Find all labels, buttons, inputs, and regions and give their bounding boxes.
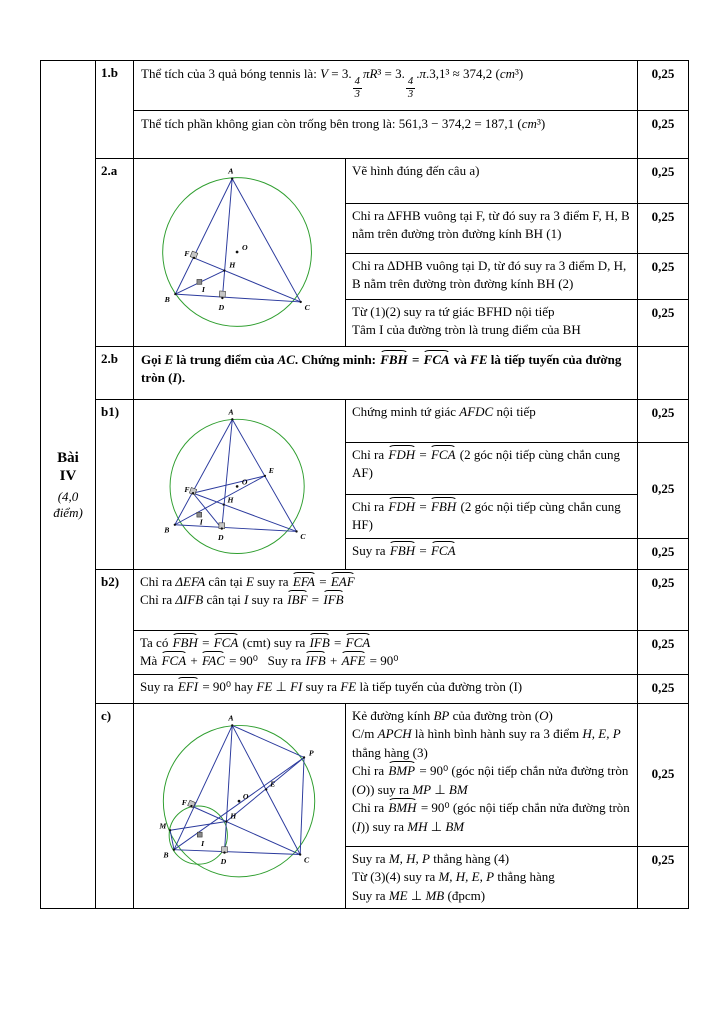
point-labels <box>158 714 313 867</box>
answer-line: Từ (1)(2) suy ra tứ giác BFHD nội tiếp <box>352 304 555 319</box>
item-label-b1: b1) <box>96 400 134 570</box>
exercise-cell <box>41 61 96 909</box>
points-cell <box>638 674 689 703</box>
point-label-D: D <box>220 857 226 867</box>
answer-line: Suy ra M, H, P thẳng hàng (4) <box>352 850 510 866</box>
answer-text-cell <box>346 443 638 495</box>
answer-text-cell <box>134 674 638 703</box>
geometry-figure-c <box>136 707 344 905</box>
geometry-figure-2a <box>136 161 344 345</box>
points-cell <box>638 347 689 400</box>
statement-cell <box>134 347 638 400</box>
score-value: 0,25 <box>651 543 675 559</box>
answer-line: Tâm I của đường tròn là trung điểm của BH <box>352 322 581 338</box>
point-label-C: C <box>304 302 310 312</box>
point-label-C: C <box>299 532 305 542</box>
score-value: 0,25 <box>651 116 675 131</box>
answer-line: Chỉ ra ∆DHB vuông tại D, từ đó suy ra 3 điểm D, H, B nằm trên đường tròn đường kính BH (2) <box>352 258 627 292</box>
points-cell <box>638 254 689 300</box>
points-cell <box>638 300 689 347</box>
points-cell <box>638 443 689 539</box>
score-value: 0,25 <box>651 305 675 320</box>
answer-line: Ta có FBH = FCA (cmt) suy ra IFB = FCA <box>140 634 371 650</box>
answer-text-cell <box>134 111 638 159</box>
answer-line: Suy ra ME ⊥ MB (đpcm) <box>352 887 486 903</box>
answer-line: Chỉ ra BMP = 90⁰ (góc nội tiếp chắn nửa đường tròn (O)) suy ra MP ⊥ BM <box>352 763 629 797</box>
exercise-number: IV <box>59 468 77 485</box>
answer-line: Thể tích phần không gian còn trống bên trong là: 561,3 − 374,2 = 187,1 (cm³) <box>141 116 546 131</box>
point-label-A: A <box>227 166 233 176</box>
geometry-figure-b1 <box>138 404 342 565</box>
point-label-E: E <box>269 779 275 789</box>
figure-2a-cell <box>134 159 346 347</box>
point-labels <box>163 407 306 542</box>
answer-key-table <box>40 60 689 909</box>
point-label-A: A <box>227 713 234 723</box>
figure-b1-cell <box>134 400 346 570</box>
score-value: 0,25 <box>651 405 675 420</box>
point-label-H: H <box>228 260 235 270</box>
answer-line: C/m APCH là hình bình hành suy ra 3 điểm H, E, P thẳng hàng (3) <box>352 726 621 760</box>
point-label-F: F <box>183 485 190 495</box>
answer-line: Suy ra EFI = 90⁰ hay FE ⊥ FI suy ra FE là tiếp tuyến của đường tròn (I) <box>140 678 523 694</box>
statement-text: Gọi E là trung điểm của AC. Chứng minh: FBH = FCA và FE là tiếp tuyến của đường tròn (I). <box>141 352 622 386</box>
points-cell <box>638 538 689 569</box>
score-value: 0,25 <box>651 66 675 81</box>
score-value: 0,25 <box>651 679 675 695</box>
item-label-1b: 1.b <box>96 61 134 159</box>
answer-line: Chỉ ra ΔEFA cân tại E suy ra EFA = EAF <box>140 573 355 589</box>
answer-line: Chỉ ra ∆FHB vuông tại F, từ đó suy ra 3 điểm F, H, B nằm trên đường tròn đường kính BH (1) <box>352 208 630 242</box>
answer-text-cell <box>346 300 638 347</box>
right-angle-marks <box>189 487 224 528</box>
answer-line: Chứng minh tứ giác AFDC nội tiếp <box>352 404 536 419</box>
answer-line: Mà FCA + FAC = 90⁰ Suy ra IFB + AFE = 90⁰ <box>140 653 399 669</box>
answer-line: Chỉ ra FDH = FBH (2 góc nội tiếp cùng chắn cung HF) <box>352 499 621 533</box>
answer-text-cell <box>346 538 638 569</box>
point-label-O: O <box>242 792 249 802</box>
points-cell <box>638 846 689 908</box>
point-label-C: C <box>303 855 309 865</box>
exercise-title <box>43 449 93 487</box>
point-label-M: M <box>158 821 166 831</box>
figure-c-cell <box>134 703 346 908</box>
item-label-b2: b2) <box>96 569 134 703</box>
answer-line: Suy ra FBH = FCA <box>352 542 456 558</box>
point-label-F: F <box>183 248 189 258</box>
point-label-A: A <box>228 407 234 417</box>
score-value: 0,25 <box>651 259 675 274</box>
midpoint-I-mark <box>196 279 201 284</box>
points-cell <box>638 111 689 159</box>
midpoint-I-mark <box>196 512 201 517</box>
points-cell <box>638 204 689 254</box>
construction-lines <box>175 178 300 301</box>
score-value: 0,25 <box>651 635 675 651</box>
point-label-B: B <box>162 850 168 860</box>
points-cell <box>638 630 689 674</box>
answer-text-cell <box>134 61 638 111</box>
right-angle-marks <box>190 251 225 297</box>
answer-text-cell <box>346 703 638 846</box>
point-label-H: H <box>229 811 236 821</box>
points-cell <box>638 569 689 630</box>
point-label-I: I <box>200 838 204 848</box>
construction-lines <box>170 725 304 854</box>
exercise-points-note: (4,0 điểm) <box>53 489 83 520</box>
answer-text-cell <box>346 254 638 300</box>
score-value: 0,25 <box>651 209 675 224</box>
answer-text-cell <box>134 630 638 674</box>
answer-text-cell <box>346 204 638 254</box>
points-cell <box>638 703 689 846</box>
answer-line: Vẽ hình đúng đến câu a) <box>352 163 480 178</box>
item-label-2b: 2.b <box>96 347 134 400</box>
point-dots <box>174 177 302 303</box>
exercise-title-line1: Bài <box>57 449 79 466</box>
score-value: 0,25 <box>651 851 675 867</box>
point-label-B: B <box>164 294 170 304</box>
item-label-c: c) <box>96 703 134 908</box>
score-value: 0,25 <box>651 574 675 590</box>
answer-text-cell <box>346 159 638 204</box>
score-value: 0,25 <box>651 164 675 179</box>
answer-line: Chỉ ra BMH = 90⁰ (góc nội tiếp chắn nửa đường tròn (I)) suy ra MH ⊥ BM <box>352 800 630 834</box>
answer-line: Kẻ đường kính BP của đường tròn (O) <box>352 707 553 723</box>
point-label-E: E <box>268 465 274 475</box>
point-label-F: F <box>181 798 187 808</box>
answer-line: Chỉ ra FDH = FCA (2 góc nội tiếp cùng chắn cung AF) <box>352 447 621 481</box>
score-value: 0,25 <box>651 481 675 497</box>
point-label-O: O <box>241 242 248 252</box>
points-cell <box>638 159 689 204</box>
answer-text-cell <box>346 495 638 539</box>
points-cell <box>638 61 689 111</box>
point-label-I: I <box>199 517 203 527</box>
answer-line: Chỉ ra ΔIFB cân tại I suy ra IBF = IFB <box>140 592 344 608</box>
point-label-D: D <box>217 533 223 543</box>
point-label-D: D <box>217 302 224 312</box>
answer-line: Thể tích của 3 quả bóng tennis là: V = 3. $\frac{4}{3}$ πR³ = 3. $\frac{4}{3}$ .π.3,1³ ≈ 374,2 (cm³) <box>141 66 524 100</box>
point-label-I: I <box>201 284 205 294</box>
midpoint-I-mark <box>197 832 202 837</box>
answer-text-cell <box>346 400 638 443</box>
answer-text-cell <box>346 846 638 908</box>
point-label-B: B <box>163 525 169 535</box>
point-label-H: H <box>227 495 234 505</box>
point-label-O: O <box>241 477 247 487</box>
answer-line: Từ (3)(4) suy ra M, H, E, P thẳng hàng <box>352 869 555 885</box>
score-value: 0,25 <box>651 765 675 781</box>
points-cell <box>638 400 689 443</box>
answer-text-cell <box>134 569 638 630</box>
item-label-2a: 2.a <box>96 159 134 347</box>
point-label-P: P <box>308 748 314 758</box>
